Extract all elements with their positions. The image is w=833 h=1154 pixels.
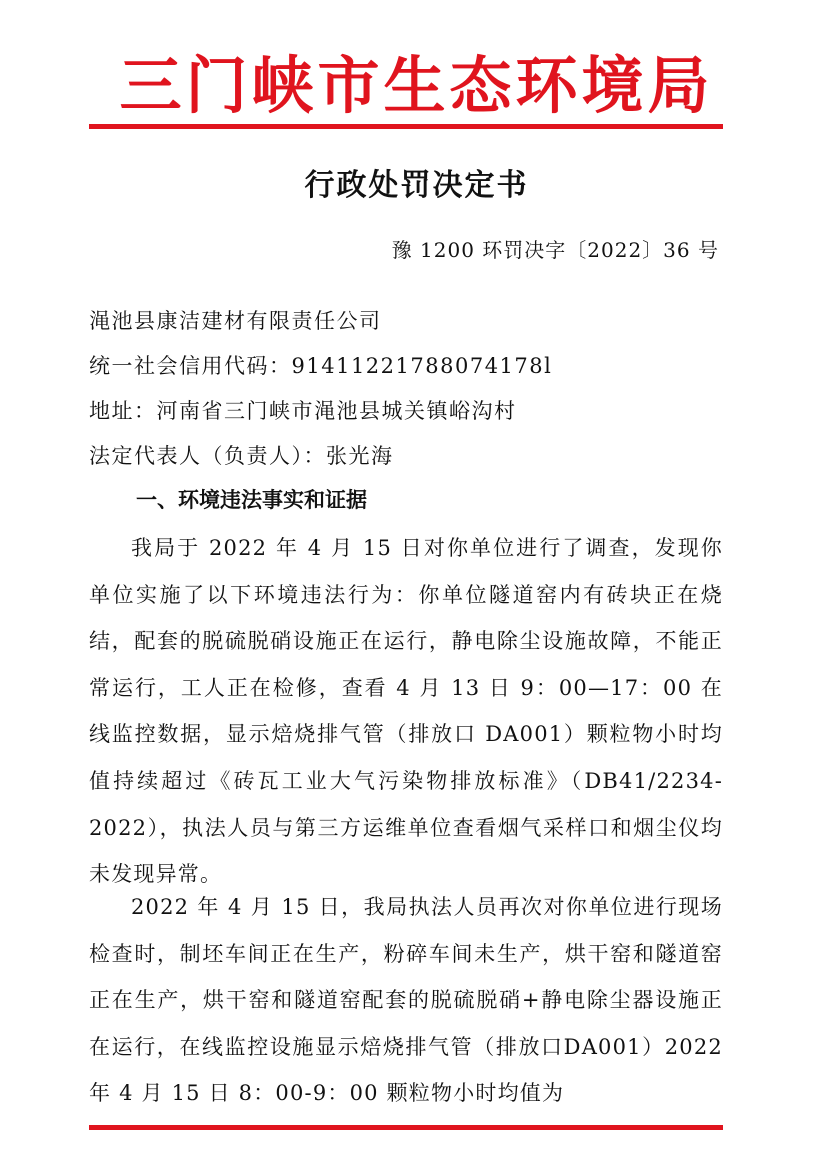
document-number: 豫 1200 环罚决字〔2022〕36 号 [391,238,719,262]
agency-header: 三门峡市生态环境局 [119,49,714,122]
party-name: 渑池县康洁建材有限责任公司 [89,309,382,333]
footer-rule [89,1125,723,1130]
section-heading: 一、环境违法事实和证据 [136,488,367,512]
party-address: 地址：河南省三门峡市渑池县城关镇峪沟村 [89,399,517,423]
paragraph-2: 2022 年 4 月 15 日，我局执法人员再次对你单位进行现场检查时，制坯车间正在生产，粉碎车间未生产，烘干窑和隧道窑正在生产，烘干窑和隧道窑配套的脱硫脱硝+静电除尘器设施正在运行，在线监控设施显示焙烧排气管（排放口DA001）2022 年 4 月 15 日 8：00-9：00 颗粒物小时均值为 [89,895,723,1106]
legal-representative: 法定代表人（负责人）：张光海 [89,444,394,468]
header-rule [89,124,723,129]
paragraph-1: 我局于 2022 年 4 月 15 日对你单位进行了调查，发现你单位实施了以下环境违法行为：你单位隧道窑内有砖块正在烧结，配套的脱硫脱硝设施正在运行，静电除尘设施故障，不能正常运行，工人正在检修，查看 4 月 13 日 9：00—17：00 在线监控数据，显示焙烧排气管（排放口 DA001）颗粒物小时均值持续超过《砖瓦工业大气污染物排放标准》（DB41/2234-2022），执法人员与第三方运维单位查看烟气采样口和烟尘仪均未发现异常。 [89,536,723,887]
document-title: 行政处罚决定书 [304,168,529,203]
credit-code: 统一社会信用代码：91411221788074178l [89,354,553,378]
